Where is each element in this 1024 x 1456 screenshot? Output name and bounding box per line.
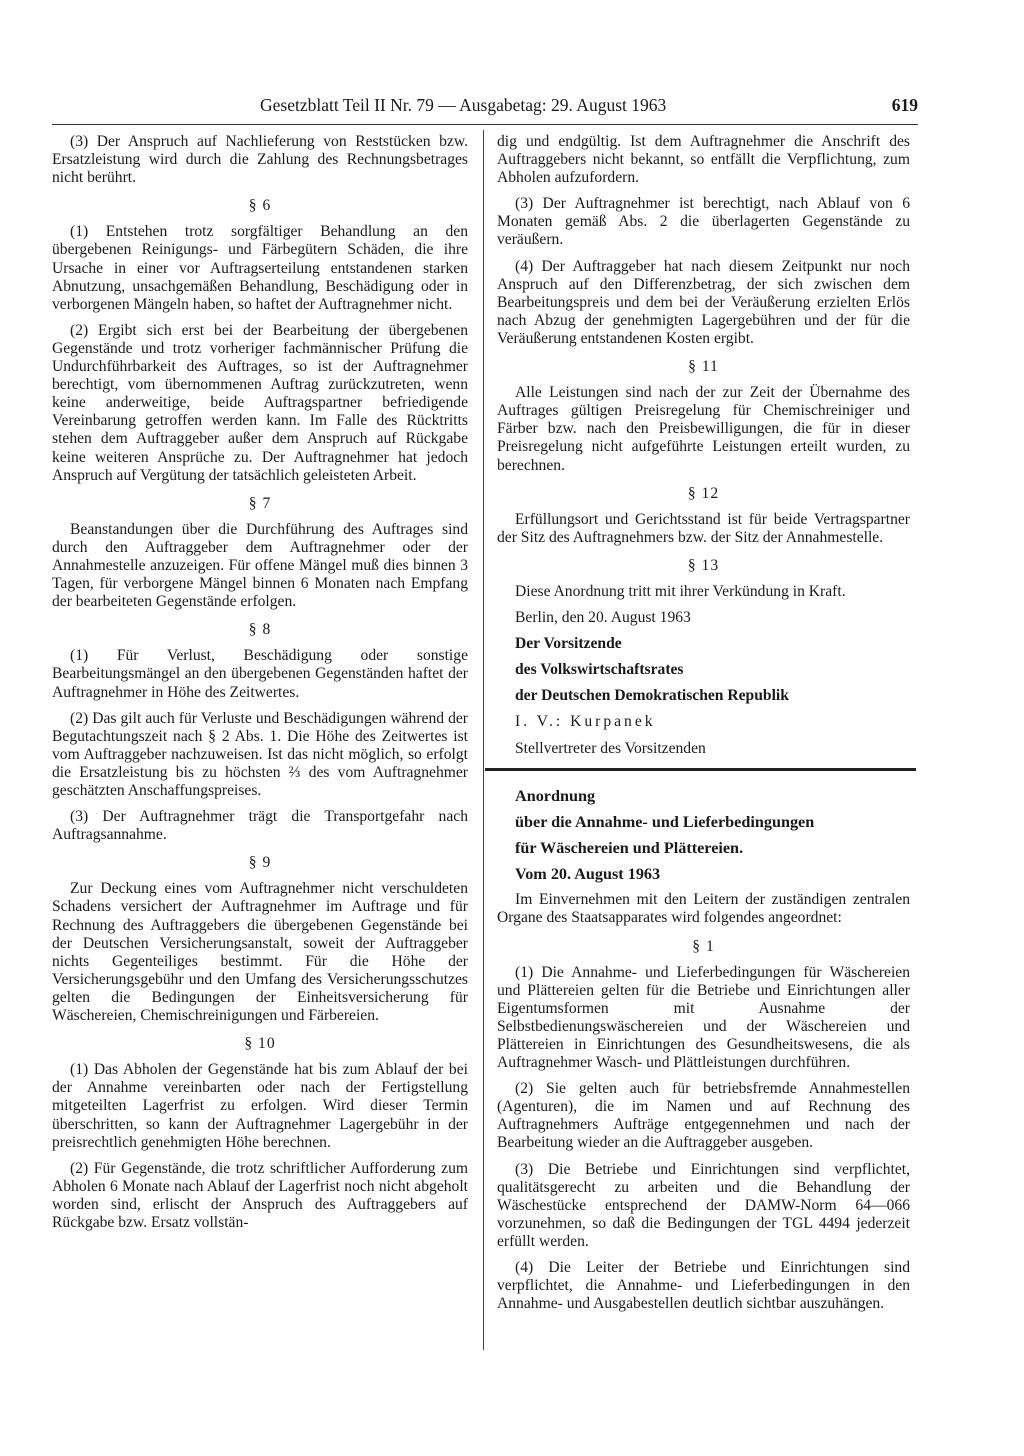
paragraph: (4) Der Auftraggeber hat nach diesem Zeitpunkt nur noch Anspruch auf den Differenzbetrag, der sich zwischen dem Bearbeitungspreis und dem bei der Veräußerung erzielten Erlös nach Abzug der genehmigten Lagergebühren und der für die Veräußerung entstandenen Kosten ergibt.: [497, 257, 910, 347]
right-column: [497, 133, 910, 1321]
paragraph: (1) Entstehen trotz sorgfältiger Behandlung an den übergebenen Reinigungs- und Färbegütern Schäden, die ihre Ursache in einer vor Auftragserteilung entstandenen starken Abnutzung, unsachgemäßen Behandlung, Beschädigung oder in verborgenen Mängeln haben, so haftet der Auftragnehmer nicht.: [52, 223, 468, 313]
paragraph: (2) Das gilt auch für Verluste und Beschädigungen während der Begutachtungszeit nach § 2 Abs. 1. Die Höhe des Zeitwertes ist vom Auftraggeber nachzuweisen. Ist das nicht möglich, so erfolgt die Ersatzleistung bis zu höchsten ⅔ des vom Auftragnehmer geschätzten Anschaffungspreises.: [52, 709, 468, 799]
signature-line: Der Vorsitzende: [515, 635, 622, 653]
paragraph: (3) Die Betriebe und Einrichtungen sind verpflichtet, qualitätsgerecht zu arbeiten und die Behandlung der Wäschestücke entsprechend der DAMW-Norm 64—066 vorzunehmen, so daß die Bedingungen der TGL 4494 jederzeit erfüllt werden.: [497, 1160, 910, 1250]
paragraph: (3) Der Auftragnehmer ist berechtigt, nach Ablauf von 6 Monaten gemäß Abs. 2 die überlagerten Gegenstände zu veräußern.: [497, 195, 910, 249]
signature-name: I. V.: Kurpanek: [515, 713, 656, 731]
paragraph: (3) Der Anspruch auf Nachlieferung von Reststücken bzw. Ersatzleistung wird durch die Zahlung des Rechnungsbetrages nicht berührt.: [52, 133, 468, 187]
ordinance-date: Vom 20. August 1963: [515, 865, 661, 884]
paragraph: (1) Für Verlust, Beschädigung oder sonstige Bearbeitungsmängel an den übergebenen Gegenständen haftet der Auftragnehmer in Höhe des Zeitwertes.: [52, 647, 468, 701]
signature-block: [497, 635, 910, 757]
paragraph: Im Einvernehmen mit den Leitern der zuständigen zentralen Organe des Staatsapparates wird folgendes angeordnet:: [497, 891, 910, 927]
section-heading: § 13: [687, 556, 720, 574]
section-heading: § 10: [244, 1035, 276, 1053]
paragraph: (3) Der Auftragnehmer trägt die Transportgefahr nach Auftragsannahme.: [52, 808, 468, 844]
paragraph: (1) Die Annahme- und Lieferbedingungen für Wäschereien und Plättereien gelten für die Betriebe und Einrichtungen aller Eigentumsformen mit Ausnahme der Selbstbedienungswäschereien und der Wäschereien und Plättereien in Einrichtungen des Gesundheitswesens, die als Auftragnehmer Wasch- und Plättleistungen durchführen.: [497, 963, 910, 1072]
section-heading: § 9: [248, 854, 272, 872]
paragraph: (2) Sie gelten auch für betriebsfremde Annahmestellen (Agenturen), die im Namen und auf Rechnung des Auftragnehmers Aufträge entgegennehmen und nach der Bearbeitung wieder an die Auftraggeber ausgeben.: [497, 1080, 910, 1152]
signature-role: Stellvertreter des Vorsitzenden: [515, 739, 706, 757]
section-heading: § 12: [687, 484, 720, 502]
section-heading: § 7: [248, 494, 272, 512]
page-number: 619: [891, 95, 918, 115]
paragraph: Erfüllungsort und Gerichtsstand ist für beide Vertragspartner der Sitz des Auftragnehmers bzw. der Sitz der Annahmestelle.: [497, 510, 910, 546]
left-column: [52, 133, 468, 1240]
ordinance-title: Anordnung: [515, 786, 596, 805]
page-header: [52, 95, 918, 129]
header-rule: [52, 124, 918, 125]
section-heading: § 8: [248, 621, 272, 639]
column-divider: [483, 130, 484, 1350]
ordinance-title: über die Annahme- und Lieferbedingungen: [515, 812, 815, 831]
place-date: Berlin, den 20. August 1963: [515, 609, 691, 627]
section-heading: § 11: [688, 358, 719, 376]
header-title: Gesetzblatt Teil II Nr. 79 — Ausgabetag: 29. August 1963: [260, 95, 667, 115]
section-rule: [485, 768, 916, 771]
paragraph: (2) Für Gegenstände, die trotz schriftlicher Aufforderung zum Abholen 6 Monate nach Ablauf der Lagerfrist noch nicht abgeholt worden sind, erlischt der Anspruch des Auftraggebers auf Rückgabe bzw. Ersatz vollstän-: [52, 1159, 468, 1231]
paragraph: (1) Das Abholen der Gegenstände hat bis zum Ablauf der bei der Annahme vereinbarten oder nach der Fertigstellung mitgeteilten Lagerfrist zu erfolgen. Wird dieser Termin überschritten, so kann der Auftragnehmer Lagergebühr in der preisrechtlich genehmigten Höhe berechnen.: [52, 1061, 468, 1151]
paragraph: Beanstandungen über die Durchführung des Auftrages sind durch den Auftraggeber dem Auftragnehmer oder der Annahmestelle anzuzeigen. Für offene Mängel muß dies binnen 3 Tagen, für verborgene Mängel binnen 6 Monaten nach Empfang der bearbeiteten Gegenstände erfolgen.: [52, 520, 468, 611]
paragraph: Zur Deckung eines vom Auftragnehmer nicht verschuldeten Schadens versichert der Auftragnehmer im Auftrage und für Rechnung des Auftraggebers die übergebenen Gegenstände bei der Deutschen Versicherungsanstalt, soweit der Auftraggeber nichts Gegenteiliges bestimmt. Für die Höhe der Versicherungsgebühr und den Umfang des Versicherungsschutzes gelten die Bedingungen der Einheitsversicherung für Wäschereien, Chemischreinigungen und Färbereien.: [52, 880, 468, 1025]
ordinance-title: für Wäschereien und Plättereien.: [515, 839, 744, 858]
paragraph: Diese Anordnung tritt mit ihrer Verkündung in Kraft.: [515, 582, 846, 600]
paragraph: dig und endgültig. Ist dem Auftragnehmer die Anschrift des Auftraggebers nicht bekannt, so entfällt die Verpflichtung, zum Abholen aufzufordern.: [497, 133, 910, 187]
paragraph: (2) Ergibt sich erst bei der Bearbeitung der übergebenen Gegenstände und trotz vorheriger fachmännischer Prüfung die Undurchführbarkeit des Auftrages, so ist der Auftragnehmer berechtigt, vom übernommenen Auftrag zurückzutreten, wenn keine anderweitige, beide Auftragspartner befriedigende Vereinbarung getroffen werden kann. Im Falle des Rücktritts stehen dem Auftraggeber außer dem Anspruch auf Rückgabe keine weiteren Ansprüche zu. Der Auftragnehmer hat jedoch Anspruch auf Vergütung der tatsächlich geleisteten Arbeit.: [52, 321, 468, 484]
paragraph: (4) Die Leiter der Betriebe und Einrichtungen sind verpflichtet, die Annahme- und Lieferbedingungen in den Annahme- und Ausgabestellen deutlich sichtbar auszuhängen.: [497, 1259, 910, 1313]
section-heading: § 6: [248, 197, 272, 215]
signature-line: der Deutschen Demokratischen Republik: [515, 687, 789, 705]
signature-line: des Volkswirtschaftsrates: [515, 661, 684, 679]
section-heading: § 1: [692, 937, 715, 955]
paragraph: Alle Leistungen sind nach der zur Zeit der Übernahme des Auftrages gültigen Preisregelung für Chemischreiniger und Färber bzw. nach den Preisbewilligungen, die für in dieser Preisregelung nicht aufgeführte Leistungen erteilt wurden, zu berechnen.: [497, 384, 910, 474]
